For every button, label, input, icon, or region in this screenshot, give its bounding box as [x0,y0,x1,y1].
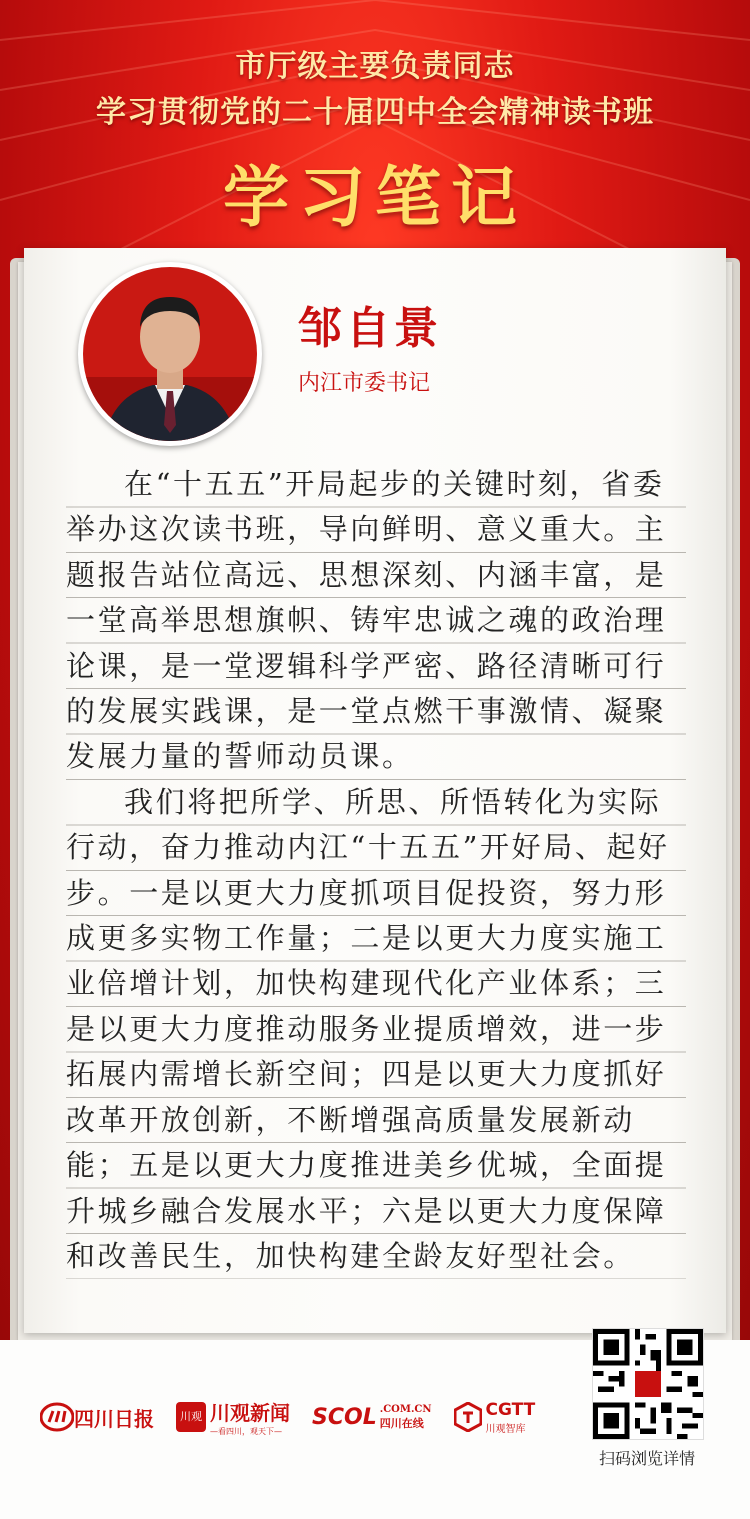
logo-chuanguan-news-text: 川观新闻 [210,1401,290,1425]
logo-scol-domain: .COM.CN [379,1403,432,1415]
logo-scol[interactable] [312,1404,432,1431]
qr-code-icon [593,1329,703,1439]
scol-logo-icon: SCOL [312,1404,377,1430]
qr-caption: 扫码浏览详情 [598,1449,695,1468]
article-paragraph-2: 我们将把所学、所思、所悟转化为实际行动，奋力推动内江“十五五”开好局、起好步。一是以更大力度抓项目促投资，努力形成更多实物工作量；二是以更大力度实施工业倍增计划，加快构建现代化产业体系；三是以更大力度推动服务业提质增效，进一步拓展内需增长新空间；四是以更大力度抓好改革开放创新，不断增强高质量发展新动能；五是以更大力度推进美乡优城，全面提升城乡融合发展水平；六是以更大力度保障和改善民生，加快构建全龄友好型社会。 [66,780,686,1279]
chuanguan-news-logo-icon: 川观 [176,1402,206,1432]
qr-code[interactable] [592,1328,704,1440]
logo-cgtt[interactable] [454,1400,536,1435]
avatar [78,262,262,446]
logo-cgtt-text: CGTT [485,1399,536,1420]
header-line-2: 学习贯彻党的二十届四中全会精神读书班 [96,95,654,130]
logo-cgtt-sub: 川观智库 [485,1423,526,1435]
header-line-1: 市厅级主要负责同志 [235,49,515,84]
logo-chuanguan-news-slogan: —看四川，观天下— [210,1427,282,1436]
portrait-photo [83,267,257,441]
footer-logos [40,1392,557,1442]
logo-sichuan-daily[interactable] [40,1402,154,1432]
logo-sichuan-daily-text: 四川日报 [74,1406,154,1431]
person-role: 内江市委书记 [298,371,431,396]
article-body [66,462,686,1279]
page-title: 学习笔记 [223,158,527,236]
cgtt-logo-icon [454,1402,482,1432]
header [0,44,750,239]
logo-scol-text: 四川在线 [379,1416,424,1430]
article-paragraph-1: 在“十五五”开局起步的关键时刻，省委举办这次读书班，导向鲜明、意义重大。主题报告站位高远、思想深刻、内涵丰富，是一堂高举思想旗帜、铸牢忠诚之魂的政治理论课，是一堂逻辑科学严密、路径清晰可行的发展实践课，是一堂点燃干事激情、凝聚发展力量的誓师动员课。 [66,462,686,780]
sichuan-daily-logo-icon [40,1402,74,1432]
person-name: 邹自景 [298,303,442,354]
logo-chuanguan-news[interactable] [176,1397,290,1437]
